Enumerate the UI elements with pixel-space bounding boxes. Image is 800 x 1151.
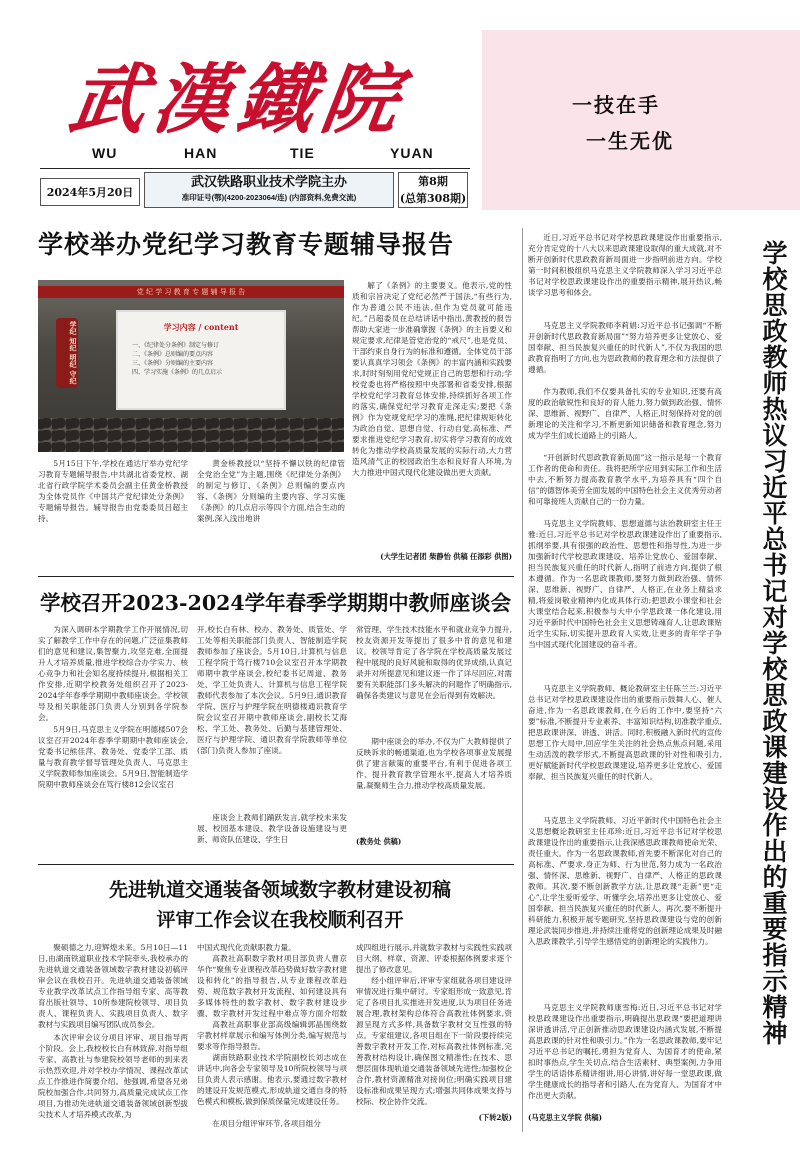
article4-paragraph: 马克思主义学院教师李莉娟:习近平总书记强调“不断开创新时代思政教育新局面”“努力培养更多让党放心、爱国奉献、担当民族复兴重任的时代新人”,不仅为我国的思政教育指明了方向,也为思政教师的教育理念和方法提供了遵循。 — [528, 321, 722, 374]
article1-col3-wrap — [352, 280, 512, 570]
article4-headline: 学校思政教师热议习近平总书记对学校思政课建设作出的重要指示精神 — [759, 240, 788, 1046]
article3-col3b: 经小组评审后,评审专家组就各项目建设评审情况进行集中研讨。专家组形成一致意见,肯定了各项目扎实推进开发进度,认为项目任务进展合理,教材架构总体符合高教社体例要求,资源呈现方式多样,具备数字教材交互性强的特点。专家组建议,各项目组在下一阶段要持续完善数字教材开发工作,对标高教社体例标准,完善教材结构设计,确保图文精准性;在技术、思想层面体现轨道交通装备领域先进性;加强校企合作,教材资源精准对接岗位;明确实践项目建设标准和成果呈现方式;增强共同体成果支持与校际、校企协作交流。 — [356, 976, 512, 1106]
slogan-line-1: 一技在手 — [572, 93, 660, 117]
article2-col2: 开,校长白有林、校办、教务处、质管处、学工处等相关职能部门负责人、智能制造学院教师参加了座谈会。5月10日,计算机与信息工程学院于笃行楼710会议室召开本学期教师期中教学座谈会,校纪委书记周道、教务处、学工处负责人、计算机与信息工程学院教师代表参加了本次会议。5月9日,通识教育学院、医疗与护理学院在明德楼通识教育学院会议室召开期中教师座谈会,副校长艾海松、学工处、教务处、后勤与基建管理处、医疗与护理学院、通识教育学院教师等单位(部门)负责人参加了座谈。 — [197, 625, 347, 755]
photo-banner: 党 纪 学 习 教 育 专 题 辅 导 报 告 — [38, 286, 344, 298]
article3-col2e: 在项目分组评审环节,各项目组分 — [212, 1119, 321, 1128]
article2-col2b: 座谈会上教师们踊跃发言,就学校未来发展、校园基本建设、教学设备设施建设与更新、师资队伍建设、学生日 — [197, 813, 347, 844]
photo-screen — [116, 310, 286, 410]
article4-paragraph: 马克思主义学院教师、概论教研室主任陈兰兰:习近平总书记对学校思政课建设作出的重要指示鼓舞人心、催人奋进,作为一名思政课教师,在今后的工作中,要坚持“六要”标准,不断提升专业素养、丰富知识结构,切准教学重点,把思政课讲深、讲透、讲活。同时,积极融入新时代的宣传思想工作大局中,回应学生关注的社会热点焦点问题,采用生动活泼的教学形式,不断提高思政课的针对性和吸引力,更好赋能新时代学校思政课建设,培养更多让党放心、爱国奉献、担当民族复兴重任的时代新人。 — [528, 684, 722, 781]
screen-line: 一、《纪律处分条例》制定与修订 — [132, 342, 220, 349]
article3-col2d: 湖南铁路职业技术学院副校长刘志成在讲话中,向各会专家领导及10所院校领导与项目负责人表示感谢。他表示,要通过数字教材的建设开发规范模式,形成轨道交通自身的特色模式和模板,做到保质保量完成建设任务。 — [197, 1053, 347, 1106]
photo-audience — [38, 418, 344, 452]
masthead-logo: 武漢鐵院 — [63, 55, 413, 144]
article2-col1-wrap — [38, 624, 188, 860]
article1-col3: 解了《条例》的主要要义。他表示,党的性质和宗旨决定了党纪必然严于国法,“有些行为,作为普通公民不违法,但作为党员就可能违纪。”吕超委员在总结讲话中指出,黄教授的报告帮助大家进一步准确掌握《条例》的主旨要义和规定要求,纪律是管党治党的“戒尺”,也是党员、干部约束自身行为的标准和遵循。全体党员干部要认真真学习领会《条例》的丰富内涵和实践要求,时时刻刻用党纪党规正自己的思想和行动;学校党委也将严格按照中央部署和省委安排,根据学校党纪学习教育总体安排,持续抓好各项工作的落实,确保党纪学习教育走深走实;要把《条例》作为党规党纪学习的准绳,把纪律规矩转化为政治自觉、思想自觉、行动自觉,高标准、严要求推进党纪学习教育,切实将学习教育的成效转化为推动学校高质量发展的实际行动,大力营造风清气正的校园政治生态和良好育人环境,为大力推进中国式现代化建设做出更大贡献。 — [352, 281, 512, 477]
article4-paragraph: 马克思主义学院教师康雪梅:近日,习近平总书记对学校思政课建设作出重要指示,明确提出思政课“要把道理讲深讲透讲活,守正创新推动思政课建设内涵式发展,不断提高思政课的针对性和吸引力。”作为一名思政课教师,要牢记习近平总书记的嘱托,勇担为党育人、为国育才的使命,紧扣时事热点,学生关切点,结合生活素材、典型案例,力争用学生的话语体系精讲细讲,用心讲情,讲好每一堂思政课,做学生健康成长的指导者和引路人,在为党育人、为国育才中作出更大贡献。 — [528, 1003, 722, 1100]
article2-headline: 学校召开2023-2024学年春季学期期中教师座谈会 — [40, 591, 512, 615]
article2-col3-wrap — [356, 624, 512, 860]
article3-col3-wrap — [356, 942, 512, 1132]
section-rule — [38, 864, 514, 865]
article4-body — [528, 232, 722, 1138]
article1-byline: (大学生记者团 柴静怡 供稿 任添彩 供图) — [380, 552, 512, 561]
issue-number: 第8期 — [418, 175, 448, 188]
article4-paragraph: 马克思主义学院教师、习近平新时代中国特色社会主义思想概论教研室主任邓珍:近日,习近平总书记对学校思政课建设作出的重要指示,让我深感思政课教师使命光荣、责任重大。作为一名思政课教师,首先要不断深化对自己的高标准、严要求,身正为师、行为世范,努力成为一名政治强、情怀深、思维新、视野广、自律严、人格正的思政课教师。其次,要不断创新教学方法,让思政课“走新”更“走心”,让学生爱听爱学、听懂学会,培养出更多让党放心、爱国奉献、担当民族复兴重任的时代新人。再次,要不断提升科研能力,积极开展专题研究,坚持思政课建设与党的创新理论武装同步推进,并持续注重将党的创新理论成果及时融入思政课教学,引导学生感悟党的创新理论的实践伟力。 — [528, 816, 722, 946]
masthead-pinyin-han: HAN — [184, 145, 218, 161]
masthead-rule — [40, 168, 470, 169]
article3-col1b: 本次评审会议分项目评审、项目指导两个阶段。会上,我校校长白有林致辞,对指导组专家、高教社与参建院校领导老师的到来表示热烈欢迎,并对学校办学情况、课程改革试点工作推进作简要介绍。他强调,希望各兄弟院校加强合作,共同努力,高质量完成试点工作项目,为推动先进轨道交通装备领域创新型拔尖技术人才培养模式改革,为 — [38, 1033, 188, 1119]
screen-title: 学习内容 / content — [163, 322, 239, 332]
article2-col2-wrap — [197, 624, 347, 860]
article4-paragraph: 近日,习近平总书记对学校思政课建设作出重要指示,充分肯定党的十八大以来思政课建设取得的重大成就,对不断开创新时代思政教育新局面进一步指明前进方向。学校第一时间积极组织马克思主义学院教师深入学习习近平总书记对学校思政课建设作出的重要指示精神,展开热议,畅谈学习思考和体会。 — [528, 233, 722, 297]
article2-col3b: 期中座谈会的举办,不仅为广大教师提供了反映诉求的畅通渠道,也为学校各项事业发展提供了建言献策的重要平台,有利于促进各项工作、提升教育教学管理水平,提高人才培养质量,凝聚师生合力,推动学校高质量发展。 — [356, 737, 512, 790]
article2-col1b: 5月9日,马克思主义学院在明德楼507会议室召开2024年春季学期期中教师座谈会,党委书记熊佳萍、教务处、党委学工部、质量与教育教学督导管理处负责人、马克思主义学院教师参加座谈会。5月9日,智能制造学院期中教师座谈会在笃行楼812会议室召 — [38, 725, 188, 789]
article1-col1: 5月15日下午,学校在通达厅举办党纪学习教育专题辅导报告,中共湖北省委党校、湖北省行政学院学术委员会副主任黄金桥教授为全体党员作《中国共产党纪律处分条例》专题辅导报告。辅导报告由党委委员吕超主持。 — [38, 459, 188, 523]
article3-headline-line1: 先进轨道交通装备领域数字教材建设初稿 — [108, 879, 451, 901]
screen-line: 四、学习实施《条例》的几点启示 — [132, 369, 223, 376]
photo-side-pill: 学纪 知纪 明纪 守纪 — [56, 318, 78, 388]
article4-paragraph: 作为教师,我们不仅要具备扎实的专业知识,还要有高度的政治敏锐性和良好的育人能力,努力做到政治强、情怀深、思维新、视野广、自律严、人格正,时刻保持对党的创新理论的关注和学习,不断更新知识储备和教育理念,努力成为学生们成长道路上的引路人。 — [528, 387, 722, 440]
article3-col2-wrap — [197, 942, 347, 1132]
article1-col2: 黄金桥教授以“坚持不懈以铁的纪律管全党治全党”为主题,围绕《纪律处分条例》的制定与修订、《条例》总则编的要点内容、《条例》分则编的主要内容、学习实施《条例》的几点启示等四个方面,结合生动的案例,深入浅出地讲 — [197, 459, 345, 523]
article3-col2b: 高教社高职数字教材项目部负责人曹京华作“聚焦专业课程改革趋势做好数字教材建设和转化”的指导报告,从专业课程改革趋势、规范数字教材开发流程、如何建设具有多媒体特性的数字教材、数字教材建设步骤、数字教材开发过程中难点等方面介绍数 — [197, 954, 347, 1018]
article3-headline-line2: 评审工作会议在我校顺利召开 — [156, 909, 404, 931]
column-divider — [522, 228, 523, 1132]
issue-total: (总第308期) — [399, 192, 467, 205]
article3-col1: 聚硕德之力,迎辉煌未来。5月10日—11日,由湖南铁道职业技术学院牵头,我校承办的先进轨道交通装备领域数字教材建设初稿评审会议在我校召开。先进轨道交通装备领域专业教学改革试点工作指导组专家、高等教育出版社领导、10所参建院校领导、项目负责人、课程负责人、实践项目负责人、数字教材与实践项目编写团队成员参会。 — [38, 943, 188, 1029]
article3-col3: 成四组进行展示,并就数字教材与实践性实践项目大纲、样章、资源、评委根据体例要求逐个提出了修改意见。 — [356, 943, 512, 974]
article2-col3: 常管理、学生技术技能水平和就业竞争力提升,校友资源开发等提出了很多中肯的意见和建议。校领导肯定了各学院在学校高质量发展过程中展现的良好风貌和取得的优异成绩,认真记录并对所提意见和建议逐一作了详尽回应,对需要有关职能部门多头解决的问题作了明确指示,确保各类建议与意见在会后得到有效解决。 — [356, 625, 512, 700]
sponsor-box — [144, 172, 394, 208]
article4-paragraph: “开创新时代思政教育新局面”这一指示是每一个教育工作者的使命和责任。我将把所学应用到实际工作和生活中去,不断努力提高教育教学水平,为培养具有“四个自信”的德智体美劳全面发展的中国特色社会主义优秀劳动者和可靠接班人贡献自己的一份力量。 — [528, 453, 722, 506]
slogan-line-2: 一生无优 — [586, 129, 674, 153]
screen-line: 三、《条例》分则编的主要内容 — [132, 360, 214, 367]
sponsor-title: 武汉铁路职业技术学院主办 — [190, 174, 347, 189]
article3-col2: 中国式现代化贡献职教力量。 — [197, 943, 296, 952]
masthead-pinyin-wu: WU — [92, 145, 118, 161]
license-note: 准印证号(鄂)(4200-2023064/连) (内部资料,免费交流) — [181, 193, 357, 202]
article1-headline: 学校举办党纪学习教育专题辅导报告 — [38, 230, 455, 259]
masthead-pinyin-yuan: YUAN — [390, 145, 434, 161]
section-rule — [38, 576, 514, 577]
article2-col1: 为深入调研本学期教学工作开展情况,切实了解教学工作中存在的问题,广泛征集教师们的意见和建议,集智聚力,攻坚克难,全面提升人才培养质量,推进学校综合办学实力、核心竞争力和社会知名度持续提升,根据相关工作安排,近期学校教务处组织召开了2023-2024学年春季学期期中教师座谈会。学校领导及相关职能部门负责人分别到各学院参会。 — [38, 625, 188, 722]
article3-col1-wrap — [38, 942, 188, 1132]
article4-byline: (马克思主义学院 供稿) — [528, 1113, 602, 1122]
article3-col2c: 高教社高职事业部高级编辑郭晶围绕数字教材样章展示和编写体例分类,编写规范与要求等作指导报告。 — [197, 1020, 347, 1051]
article1-photo — [38, 280, 344, 452]
issue-box — [398, 172, 468, 208]
screen-line: 二、《条例》总则编的要点内容 — [132, 351, 214, 358]
article4-paragraph: 马克思主义学院教师、思想道德与法治教研室主任王雅:近日,习近平总书记对学校思政课建设作出了重要指示,抓纲举要,具有很强的政治性、思想性和指导性,为进一步加强新时代学校思政课建设、培养让党放心、爱国奉献、担当民族复兴重任的时代新人,指明了前进方向,提供了根本遵循。作为一名思政课教师,要努力做到政治强、情怀深、思维新、视野广、自律严、人格正,在业务上精益求精,将爱岗敬业精神内化成具体行动;把思政小课堂和社会大课堂结合起来,积极参与大中小学思政课一体化建设,用习近平新时代中国特色社会主义思想铸魂育人,让思政课贴近学生实际,切实提升思政育人实效,让更多的青年学子争当中国式现代化国建设的奋斗者。 — [528, 519, 722, 649]
article2-byline: (教务处 供稿) — [356, 837, 402, 846]
issue-date: 2024年5月20日 — [40, 178, 140, 206]
article3-continued: (下转2版) — [478, 1113, 512, 1122]
masthead-pinyin-tie: TIE — [290, 145, 315, 161]
